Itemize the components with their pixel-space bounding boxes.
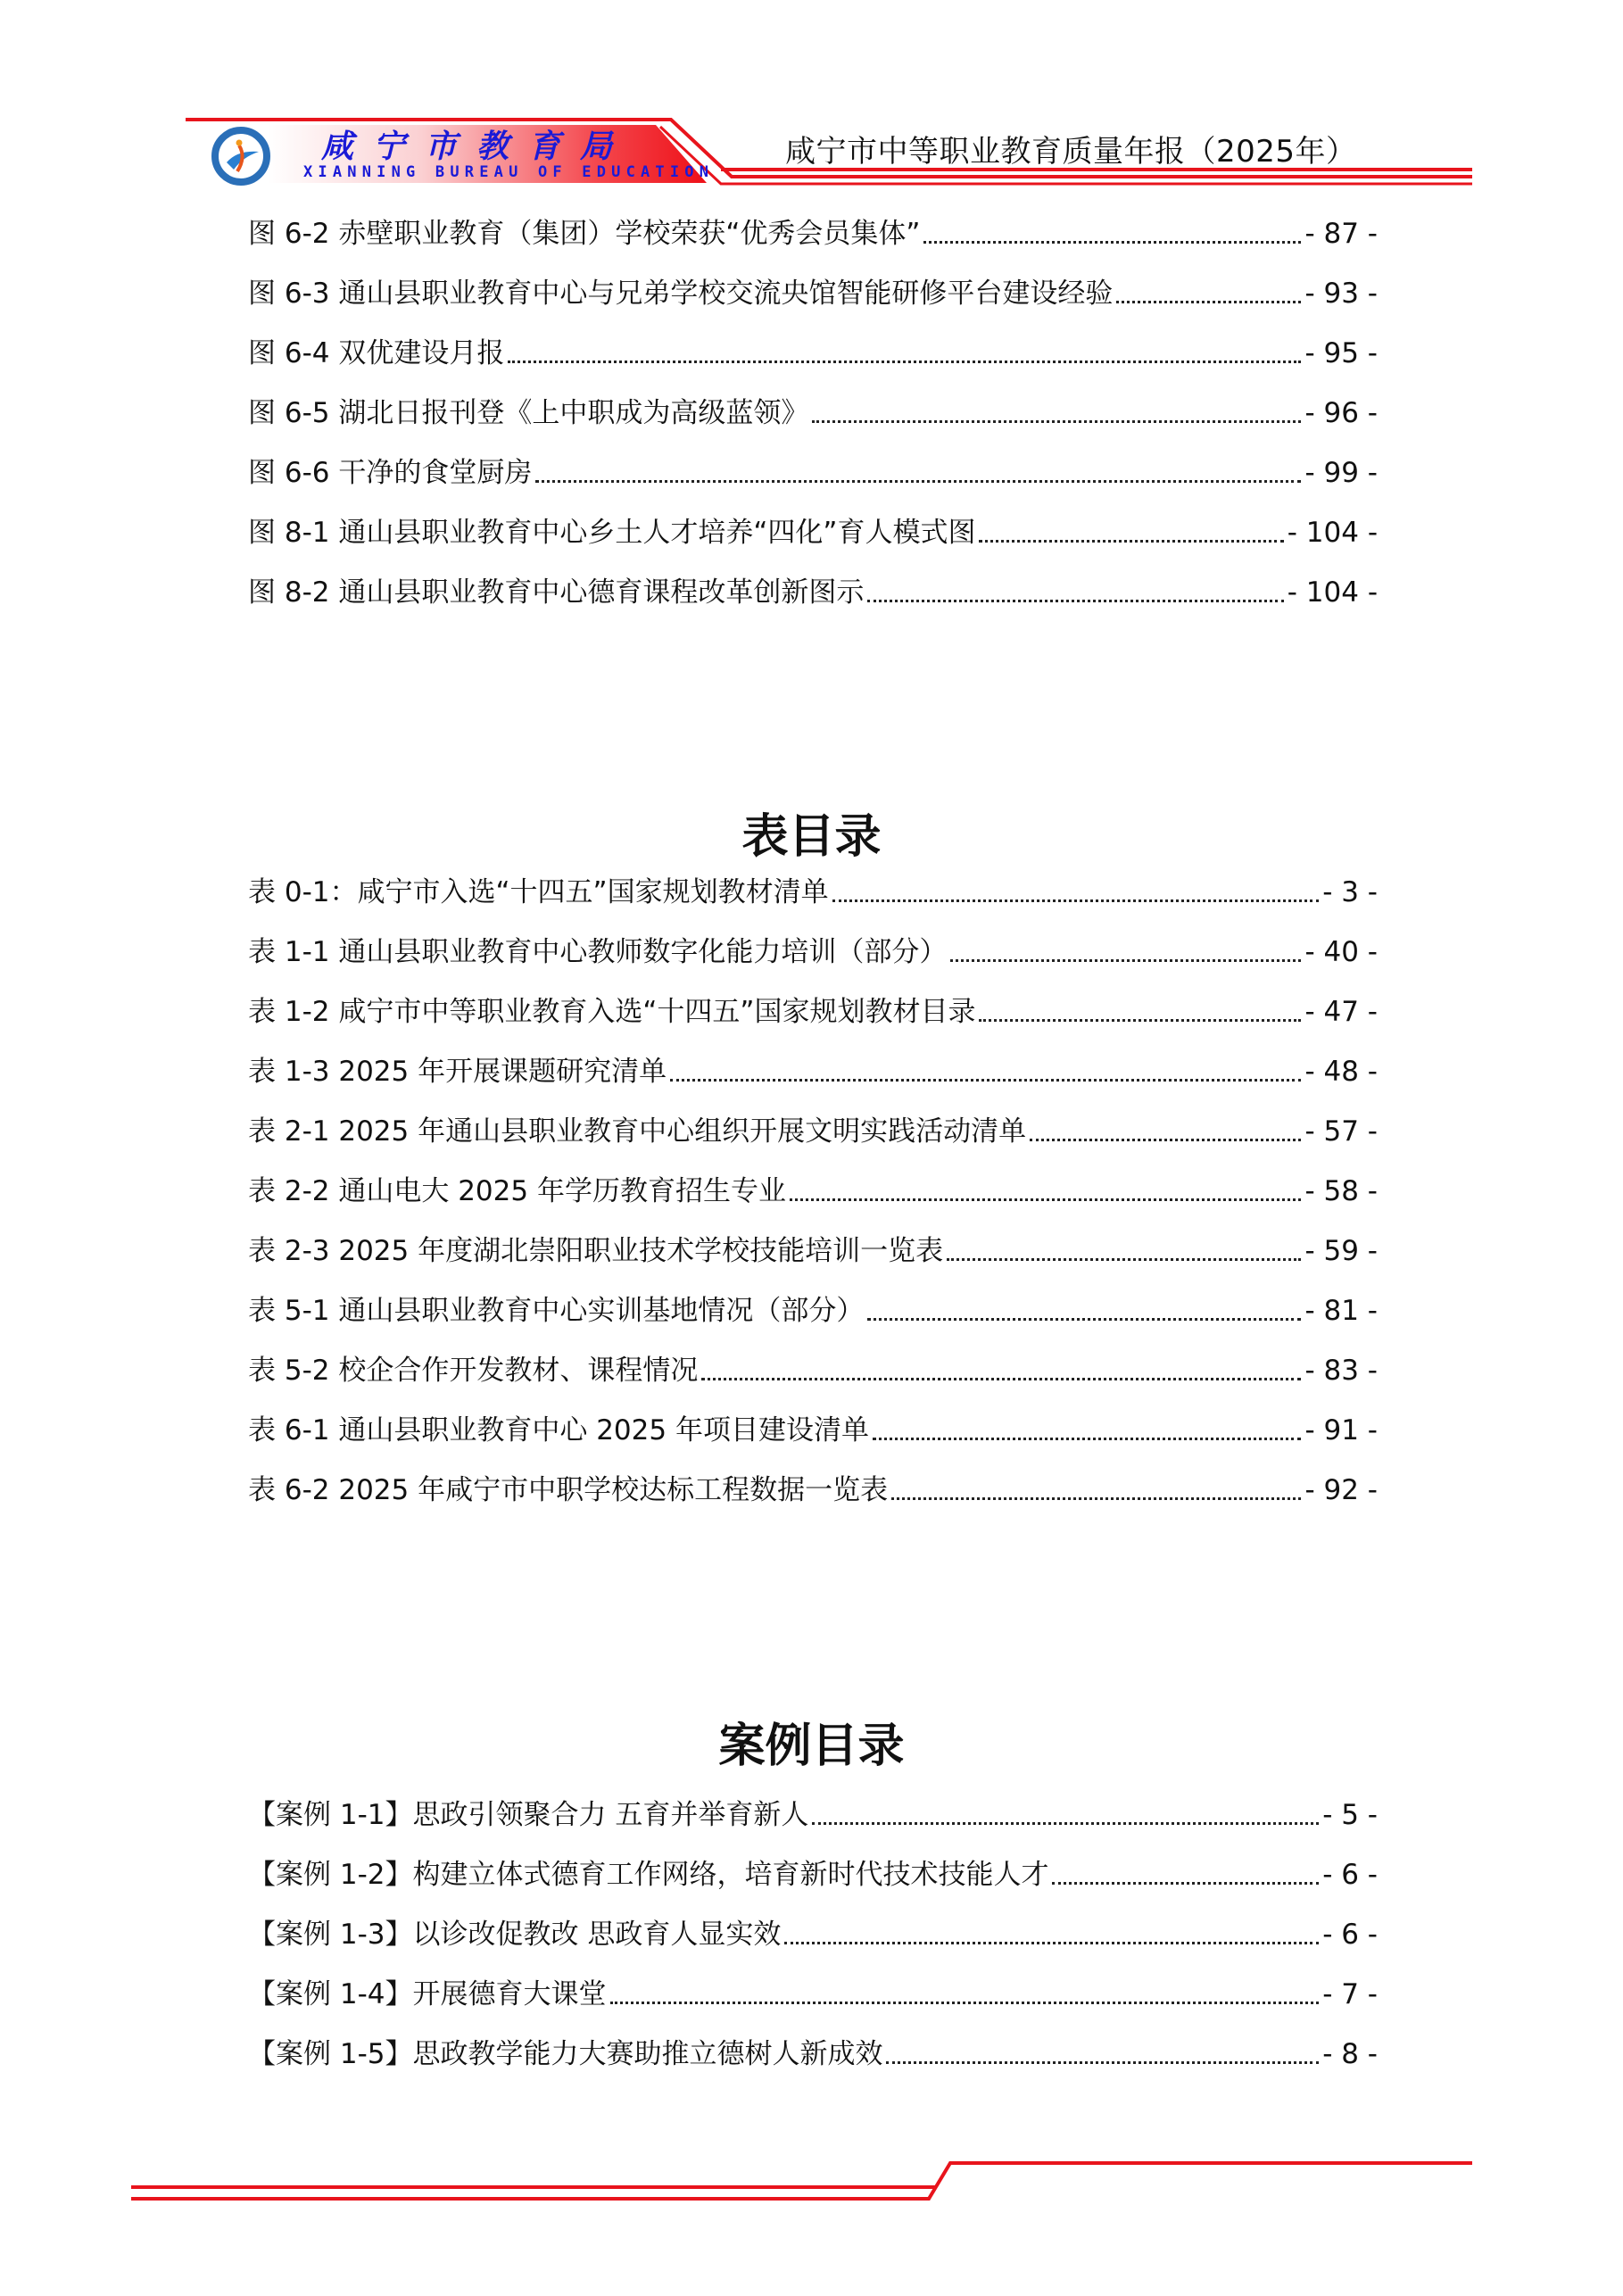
- toc-entry-label: 【案例 1-2】构建立体式德育工作网络，培育新时代技术技能人才: [248, 1859, 1049, 1891]
- dot-leader: [867, 1318, 1301, 1321]
- toc-entry[interactable]: [248, 214, 1378, 253]
- toc-entry-page: - 99 -: [1304, 457, 1378, 489]
- toc-entry-page: - 57 -: [1304, 1115, 1378, 1148]
- toc-entry-page: - 104 -: [1287, 576, 1378, 609]
- toc-entry-label: 表 2-2 通山电大 2025 年学历教育招生专业: [248, 1175, 786, 1207]
- toc-entry-label: 图 6-3 通山县职业教育中心与兄弟学校交流央馆智能研修平台建设经验: [248, 278, 1114, 310]
- toc-entry-label: 图 6-4 双优建设月报: [248, 337, 505, 369]
- toc-entry-label: 表 2-3 2025 年度湖北崇阳职业技术学校技能培训一览表: [248, 1235, 944, 1267]
- toc-entry-label: 【案例 1-1】思政引领聚合力 五育并举育新人: [248, 1799, 809, 1831]
- toc-entry[interactable]: [248, 1795, 1378, 1835]
- dot-leader: [886, 2061, 1319, 2064]
- toc-entry-page: - 87 -: [1304, 218, 1378, 250]
- toc-entry-page: - 3 -: [1322, 876, 1378, 908]
- toc-entry-label: 表 6-2 2025 年咸宁市中职学校达标工程数据一览表: [248, 1474, 889, 1506]
- toc-entry-page: - 104 -: [1287, 517, 1378, 549]
- toc-entry-label: 图 8-1 通山县职业教育中心乡土人才培养“四化”育人模式图: [248, 517, 976, 549]
- toc-entry-page: - 58 -: [1304, 1175, 1378, 1207]
- page-footer-decoration: [0, 2142, 1623, 2231]
- toc-entry[interactable]: [248, 1975, 1378, 2014]
- dot-leader: [790, 1198, 1302, 1201]
- toc-entry[interactable]: [248, 1351, 1378, 1390]
- toc-entry[interactable]: [248, 932, 1378, 972]
- toc-entry[interactable]: [248, 1915, 1378, 1954]
- toc-entry-label: 表 5-2 校企合作开发教材、课程情况: [248, 1355, 699, 1387]
- toc-entry-label: 图 8-2 通山县职业教育中心德育课程改革创新图示: [248, 576, 865, 609]
- xianning-education-emblem-icon: [215, 130, 267, 182]
- toc-entry-label: 【案例 1-5】思政教学能力大赛助推立德树人新成效: [248, 2038, 883, 2070]
- toc-entry-label: 表 1-1 通山县职业教育中心教师数字化能力培训（部分）: [248, 936, 948, 968]
- toc-entry[interactable]: [248, 2035, 1378, 2074]
- toc-entry[interactable]: [248, 1052, 1378, 1091]
- dot-leader: [508, 361, 1301, 363]
- dot-leader: [923, 241, 1301, 244]
- toc-entry[interactable]: [248, 992, 1378, 1032]
- toc-entry-page: - 8 -: [1322, 2038, 1378, 2070]
- bureau-name-cn: 咸宁市教育局: [321, 128, 633, 165]
- toc-entry-label: 表 1-2 咸宁市中等职业教育入选“十四五”国家规划教材目录: [248, 996, 976, 1028]
- bureau-name-en: XIANNING BUREAU OF EDUCATION: [303, 163, 715, 181]
- toc-entry-page: - 6 -: [1322, 1919, 1378, 1951]
- toc-entry[interactable]: [248, 873, 1378, 912]
- toc-entry[interactable]: [248, 1231, 1378, 1271]
- toc-entry-page: - 59 -: [1304, 1235, 1378, 1267]
- dot-leader: [947, 1258, 1301, 1261]
- toc-entry-page: - 7 -: [1322, 1978, 1378, 2010]
- dot-leader: [1116, 301, 1301, 303]
- toc-entry[interactable]: [248, 334, 1378, 373]
- dot-leader: [873, 1438, 1302, 1440]
- toc-entry[interactable]: [248, 513, 1378, 552]
- toc-entry-page: - 92 -: [1304, 1474, 1378, 1506]
- toc-entry-page: - 81 -: [1304, 1295, 1378, 1327]
- report-title: 咸宁市中等职业教育质量年报（2025年）: [785, 134, 1357, 170]
- dot-leader: [610, 2002, 1320, 2004]
- dot-leader: [950, 959, 1301, 962]
- dot-leader: [867, 600, 1283, 602]
- toc-entry-label: 表 2-1 2025 年通山县职业教育中心组织开展文明实践活动清单: [248, 1115, 1027, 1148]
- toc-entry[interactable]: [248, 1855, 1378, 1894]
- toc-entry-page: - 93 -: [1304, 278, 1378, 310]
- toc-entry[interactable]: [248, 1112, 1378, 1151]
- toc-entry-label: 表 5-1 通山县职业教育中心实训基地情况（部分）: [248, 1295, 865, 1327]
- toc-entry[interactable]: [248, 1471, 1378, 1510]
- toc-entry-page: - 96 -: [1304, 397, 1378, 429]
- dot-leader: [812, 420, 1301, 423]
- toc-entry-label: 图 6-2 赤壁职业教育（集团）学校荣获“优秀会员集体”: [248, 218, 921, 250]
- toc-entry-label: 【案例 1-4】开展德育大课堂: [248, 1978, 607, 2010]
- toc-entry-label: 表 6-1 通山县职业教育中心 2025 年项目建设清单: [248, 1414, 869, 1446]
- dot-leader: [784, 1942, 1319, 1944]
- toc-entry-page: - 47 -: [1304, 996, 1378, 1028]
- dot-leader: [979, 1019, 1301, 1022]
- toc-entry-page: - 91 -: [1304, 1414, 1378, 1446]
- toc-entry-page: - 5 -: [1322, 1799, 1378, 1831]
- dot-leader: [891, 1497, 1301, 1500]
- footer-line-lower: [131, 2163, 1472, 2199]
- toc-entry[interactable]: [248, 453, 1378, 493]
- dot-leader: [535, 480, 1301, 483]
- toc-entry-page: - 40 -: [1304, 936, 1378, 968]
- toc-entry-label: 图 6-5 湖北日报刊登《上中职成为高级蓝领》: [248, 397, 809, 429]
- dot-leader: [1030, 1139, 1301, 1141]
- toc-entry-page: - 95 -: [1304, 337, 1378, 369]
- toc-entry-page: - 48 -: [1304, 1056, 1378, 1088]
- dot-leader: [832, 899, 1320, 902]
- toc-entry[interactable]: [248, 1411, 1378, 1450]
- dot-leader: [812, 1822, 1319, 1825]
- toc-entry[interactable]: [248, 274, 1378, 313]
- case-list-title: 案例目录: [718, 1720, 905, 1773]
- dot-leader: [701, 1378, 1301, 1380]
- header-decoration: [0, 0, 1623, 214]
- toc-entry-label: 表 1-3 2025 年开展课题研究清单: [248, 1056, 667, 1088]
- toc-entry[interactable]: [248, 573, 1378, 612]
- toc-entry[interactable]: [248, 1172, 1378, 1211]
- toc-entry[interactable]: [248, 1291, 1378, 1330]
- dot-leader: [1052, 1882, 1319, 1885]
- dot-leader: [670, 1079, 1301, 1082]
- toc-entry-label: 【案例 1-3】以诊改促教改 思政育人显实效: [248, 1919, 782, 1951]
- toc-entry-label: 表 0-1：咸宁市入选“十四五”国家规划教材清单: [248, 876, 829, 908]
- toc-entry-page: - 6 -: [1322, 1859, 1378, 1891]
- dot-leader: [979, 540, 1283, 543]
- table-list-title: 表目录: [741, 810, 882, 864]
- toc-entry-label: 图 6-6 干净的食堂厨房: [248, 457, 533, 489]
- toc-entry[interactable]: [248, 394, 1378, 433]
- toc-entry-page: - 83 -: [1304, 1355, 1378, 1387]
